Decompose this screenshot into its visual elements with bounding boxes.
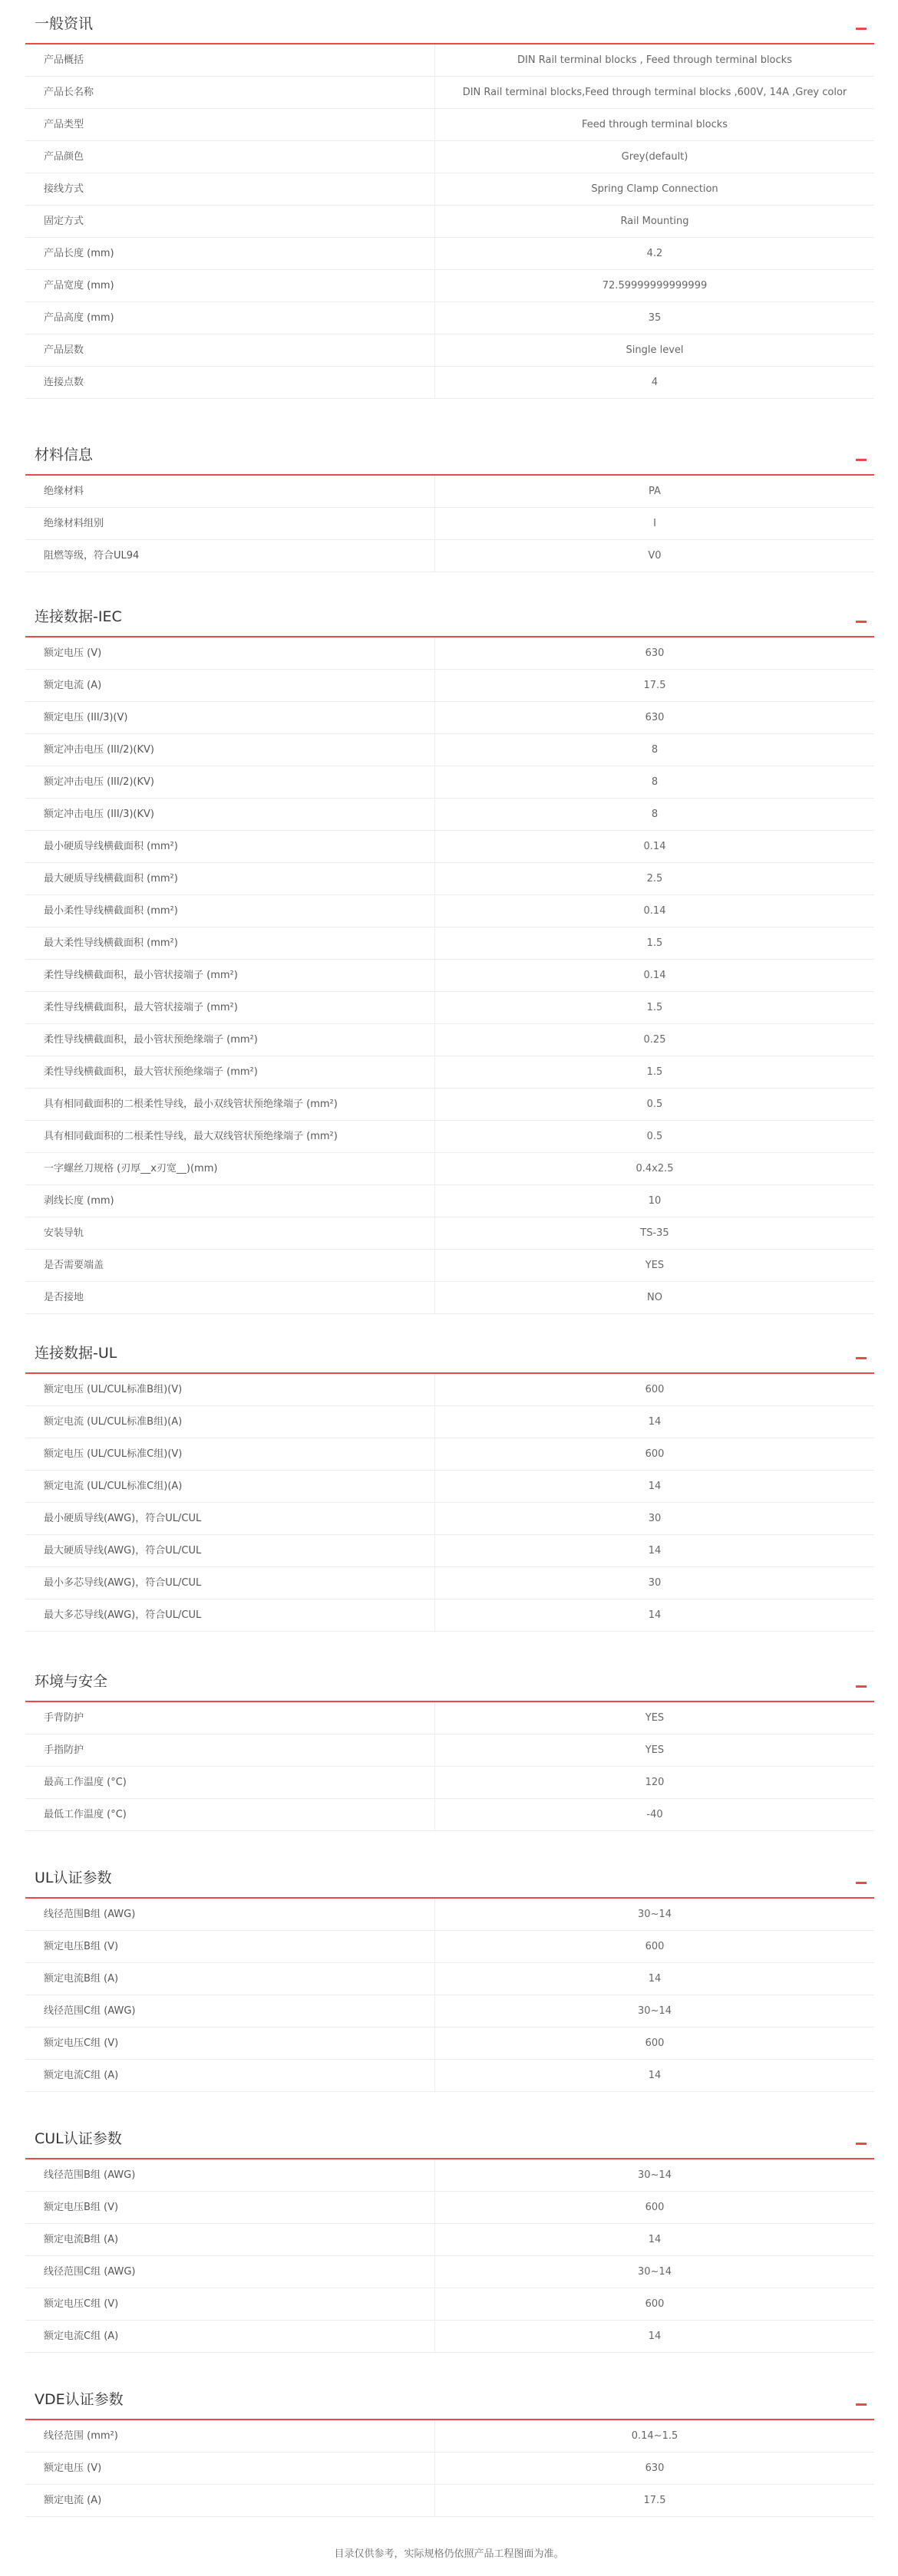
spec-row <box>25 702 874 734</box>
spec-row <box>25 1734 874 1767</box>
spec-value: 0.14 <box>643 905 666 917</box>
spec-row <box>25 334 874 367</box>
spec-row <box>25 1702 874 1734</box>
spec-value: Single level <box>626 344 684 356</box>
spec-row <box>25 270 874 302</box>
spec-value: 14 <box>648 2331 662 2342</box>
spec-row <box>25 831 874 863</box>
collapse-minus-icon[interactable] <box>856 1877 867 1888</box>
spec-row <box>25 960 874 992</box>
spec-row <box>25 476 874 508</box>
spec-value: 600 <box>645 2298 665 2310</box>
spec-value: 30~14 <box>638 1909 672 1920</box>
spec-value: 630 <box>645 2462 665 2474</box>
spec-value: 8 <box>651 809 659 820</box>
spec-value: 1.5 <box>646 1002 663 1013</box>
spec-value: 4 <box>651 377 659 388</box>
spec-value: 10 <box>648 1195 662 1207</box>
spec-label: 阻燃等级，符合UL94 <box>44 550 140 562</box>
spec-label: 最大多芯导线(AWG)，符合UL/CUL <box>44 1609 202 1621</box>
spec-value: YES <box>645 1744 665 1756</box>
spec-value: 30~14 <box>638 2169 672 2181</box>
section-title: 一般资讯 <box>35 15 94 32</box>
spec-label: 最小柔性导线横截面积 (mm²) <box>44 905 178 917</box>
spec-value: 0.14 <box>643 841 666 852</box>
collapse-minus-icon[interactable] <box>856 2399 867 2410</box>
spec-label: 额定电压 (UL/CUL标准C组)(V) <box>44 1448 183 1460</box>
spec-row <box>25 1153 874 1185</box>
spec-row <box>25 1599 874 1632</box>
spec-value: 120 <box>645 1777 665 1788</box>
spec-label: 额定电压 (UL/CUL标准B组)(V) <box>44 1384 183 1395</box>
spec-value: Spring Clamp Connection <box>591 183 718 195</box>
spec-label: 额定电流 (UL/CUL标准C组)(A) <box>44 1481 183 1492</box>
spec-label: 最小多芯导线(AWG)，符合UL/CUL <box>44 1577 202 1589</box>
spec-row <box>25 173 874 206</box>
collapse-minus-icon[interactable] <box>856 1352 867 1363</box>
spec-row <box>25 1250 874 1282</box>
spec-value: 0.25 <box>643 1034 666 1046</box>
spec-section <box>25 593 874 1314</box>
spec-label: 是否需要端盖 <box>44 1260 104 1271</box>
spec-label: 产品长名称 <box>44 87 94 98</box>
collapse-minus-icon[interactable] <box>856 454 867 465</box>
spec-row <box>25 1374 874 1406</box>
spec-row <box>25 367 874 399</box>
spec-row <box>25 206 874 238</box>
spec-value: V0 <box>648 550 662 562</box>
section-title: 材料信息 <box>35 446 94 463</box>
collapse-minus-icon[interactable] <box>856 616 867 627</box>
spec-value: PA <box>649 486 661 497</box>
spec-row <box>25 992 874 1024</box>
spec-row <box>25 2060 874 2092</box>
spec-row <box>25 1767 874 1799</box>
spec-label: 产品类型 <box>44 119 84 130</box>
spec-value: -40 <box>646 1809 663 1820</box>
spec-label: 连接点数 <box>44 377 84 388</box>
spec-value: 0.5 <box>646 1131 663 1142</box>
spec-label: 额定电压C组 (V) <box>44 2298 119 2310</box>
collapse-minus-icon[interactable] <box>856 2138 867 2149</box>
spec-label: 额定电流C组 (A) <box>44 2070 119 2081</box>
section-header[interactable] <box>25 2115 874 2159</box>
spec-row <box>25 2452 874 2485</box>
spec-value: 8 <box>651 776 659 788</box>
spec-label: 最高工作温度 (°C) <box>44 1777 127 1788</box>
spec-value: YES <box>645 1712 665 1724</box>
spec-row <box>25 44 874 77</box>
spec-row <box>25 1217 874 1250</box>
spec-label: 额定电流 (UL/CUL标准B组)(A) <box>44 1416 183 1428</box>
collapse-minus-icon[interactable] <box>856 1681 867 1692</box>
spec-label: 具有相同截面积的二根柔性导线，最小双线管状预绝缘端子 (mm²) <box>44 1099 338 1110</box>
spec-value: Rail Mounting <box>620 216 689 227</box>
spec-label: 产品概括 <box>44 54 84 66</box>
spec-value: Feed through terminal blocks <box>581 119 728 130</box>
spec-row <box>25 77 874 109</box>
spec-row <box>25 670 874 702</box>
spec-row <box>25 637 874 670</box>
spec-section <box>25 431 874 572</box>
spec-label: 产品长度 (mm) <box>44 248 114 259</box>
spec-value: 14 <box>648 2234 662 2245</box>
spec-row <box>25 1535 874 1567</box>
spec-value: 14 <box>648 2070 662 2081</box>
spec-value: NO <box>647 1292 662 1303</box>
spec-value: 600 <box>645 1448 665 1460</box>
spec-label: 产品宽度 (mm) <box>44 280 114 292</box>
spec-row <box>25 2485 874 2517</box>
spec-label: 手指防护 <box>44 1744 84 1756</box>
spec-label: 额定电压B组 (V) <box>44 1941 119 1952</box>
spec-row <box>25 2159 874 2192</box>
section-title: UL认证参数 <box>35 1869 112 1886</box>
spec-section <box>25 2115 874 2353</box>
spec-value: 30 <box>648 1577 662 1589</box>
spec-value: 600 <box>645 2202 665 2213</box>
spec-value: 4.2 <box>646 248 663 259</box>
spec-value: 0.5 <box>646 1099 663 1110</box>
spec-row <box>25 766 874 799</box>
spec-value: 1.5 <box>646 937 663 949</box>
collapse-minus-icon[interactable] <box>856 23 867 34</box>
spec-row <box>25 2028 874 2060</box>
spec-label: 额定电压 (III/3)(V) <box>44 712 128 723</box>
spec-row <box>25 1282 874 1314</box>
spec-row <box>25 927 874 960</box>
spec-row <box>25 1185 874 1217</box>
spec-label: 剥线长度 (mm) <box>44 1195 114 1207</box>
spec-label: 最大柔性导线横截面积 (mm²) <box>44 937 178 949</box>
spec-value: 35 <box>648 312 662 324</box>
section-title: 环境与安全 <box>35 1673 108 1690</box>
spec-label: 额定冲击电压 (III/2)(KV) <box>44 744 154 756</box>
spec-section <box>25 0 874 399</box>
spec-row <box>25 1931 874 1963</box>
spec-label: 线径范围C组 (AWG) <box>44 2266 136 2278</box>
spec-value: I <box>653 518 656 529</box>
spec-row <box>25 799 874 831</box>
spec-label: 绝缘材料组别 <box>44 518 104 529</box>
spec-row <box>25 540 874 572</box>
spec-row <box>25 2256 874 2288</box>
spec-label: 线径范围C组 (AWG) <box>44 2005 136 2017</box>
spec-value: 14 <box>648 1545 662 1556</box>
section-title: CUL认证参数 <box>35 2130 122 2147</box>
spec-row <box>25 109 874 141</box>
spec-label: 一字螺丝刀规格 (刃厚__x刃宽__)(mm) <box>44 1163 218 1174</box>
spec-label: 柔性导线横截面积，最小管状接端子 (mm²) <box>44 970 238 981</box>
spec-row <box>25 141 874 173</box>
spec-value: 630 <box>645 712 665 723</box>
spec-label: 最大硬质导线(AWG)，符合UL/CUL <box>44 1545 202 1556</box>
spec-label: 额定电压 (V) <box>44 2462 102 2474</box>
spec-section <box>25 1854 874 2092</box>
section-title: VDE认证参数 <box>35 2391 124 2408</box>
spec-value: 0.14 <box>643 970 666 981</box>
spec-row <box>25 1899 874 1931</box>
spec-value: 2.5 <box>646 873 663 884</box>
spec-value: DIN Rail terminal blocks , Feed through terminal blocks <box>517 54 792 66</box>
spec-label: 额定冲击电压 (III/2)(KV) <box>44 776 154 788</box>
spec-value: 1.5 <box>646 1066 663 1078</box>
spec-label: 最大硬质导线横截面积 (mm²) <box>44 873 178 884</box>
spec-row <box>25 1995 874 2028</box>
spec-row <box>25 1438 874 1471</box>
spec-label: 柔性导线横截面积，最大管状接端子 (mm²) <box>44 1002 238 1013</box>
spec-section <box>25 1329 874 1632</box>
spec-value: 17.5 <box>643 680 666 691</box>
section-header[interactable] <box>25 431 874 476</box>
spec-row <box>25 1799 874 1831</box>
spec-value: 600 <box>645 1384 665 1395</box>
spec-row <box>25 1471 874 1503</box>
spec-row <box>25 1056 874 1089</box>
spec-label: 接线方式 <box>44 183 84 195</box>
section-header[interactable] <box>25 0 874 44</box>
spec-value: 30 <box>648 1513 662 1524</box>
spec-label: 额定电压C组 (V) <box>44 2037 119 2049</box>
spec-label: 最小硬质导线横截面积 (mm²) <box>44 841 178 852</box>
section-title: 连接数据-UL <box>35 1345 117 1362</box>
spec-value: DIN Rail terminal blocks,Feed through terminal blocks ,600V, 14A ,Grey color <box>462 87 847 98</box>
spec-label: 额定电压B组 (V) <box>44 2202 119 2213</box>
spec-value: 600 <box>645 1941 665 1952</box>
spec-value: 17.5 <box>643 2495 666 2506</box>
spec-value: 14 <box>648 1481 662 1492</box>
spec-row <box>25 302 874 334</box>
spec-row <box>25 508 874 540</box>
spec-row <box>25 734 874 766</box>
spec-label: 柔性导线横截面积，最小管状预绝缘端子 (mm²) <box>44 1034 258 1046</box>
section-header[interactable] <box>25 1329 874 1374</box>
spec-row <box>25 238 874 270</box>
spec-label: 固定方式 <box>44 216 84 227</box>
spec-value: TS-35 <box>640 1227 669 1239</box>
spec-label: 额定电流C组 (A) <box>44 2331 119 2342</box>
section-header[interactable] <box>25 593 874 637</box>
spec-section <box>25 1658 874 1831</box>
spec-label: 额定电压 (V) <box>44 647 102 659</box>
spec-row <box>25 895 874 927</box>
spec-label: 具有相同截面积的二根柔性导线，最大双线管状预绝缘端子 (mm²) <box>44 1131 338 1142</box>
spec-value: 600 <box>645 2037 665 2049</box>
spec-label: 手背防护 <box>44 1712 84 1724</box>
spec-value: 8 <box>651 744 659 756</box>
spec-row <box>25 1567 874 1599</box>
spec-row <box>25 1406 874 1438</box>
spec-value: 72.59999999999999 <box>602 280 708 292</box>
section-header[interactable] <box>25 1658 874 1702</box>
spec-value: 0.4x2.5 <box>636 1163 674 1174</box>
spec-row <box>25 2224 874 2256</box>
spec-label: 最低工作温度 (°C) <box>44 1809 127 1820</box>
spec-label: 额定电流B组 (A) <box>44 2234 119 2245</box>
spec-label: 线径范围B组 (AWG) <box>44 1909 136 1920</box>
spec-row <box>25 1024 874 1056</box>
spec-label: 额定冲击电压 (III/3)(KV) <box>44 809 154 820</box>
spec-label: 产品高度 (mm) <box>44 312 114 324</box>
spec-row <box>25 2420 874 2452</box>
spec-row <box>25 1089 874 1121</box>
spec-label: 产品层数 <box>44 344 84 356</box>
spec-section <box>25 2376 874 2517</box>
spec-row <box>25 2321 874 2353</box>
spec-value: 30~14 <box>638 2005 672 2017</box>
spec-value: 14 <box>648 1973 662 1985</box>
spec-value: 14 <box>648 1416 662 1428</box>
spec-label: 线径范围B组 (AWG) <box>44 2169 136 2181</box>
spec-label: 产品颜色 <box>44 151 84 163</box>
section-header[interactable] <box>25 2376 874 2420</box>
spec-value: 14 <box>648 1609 662 1621</box>
section-title: 连接数据-IEC <box>35 608 122 625</box>
spec-label: 柔性导线横截面积，最大管状预绝缘端子 (mm²) <box>44 1066 258 1078</box>
spec-value: YES <box>645 1260 665 1271</box>
spec-label: 安装导轨 <box>44 1227 84 1239</box>
footer-note: 目录仅供参考，实际规格仍依照产品工程图面为准。 <box>334 2548 564 2560</box>
spec-value: Grey(default) <box>621 151 688 163</box>
spec-label: 额定电流B组 (A) <box>44 1973 119 1985</box>
spec-row <box>25 1963 874 1995</box>
spec-label: 额定电流 (A) <box>44 680 102 691</box>
spec-label: 是否接地 <box>44 1292 84 1303</box>
spec-value: 0.14~1.5 <box>631 2430 678 2442</box>
spec-value: 30~14 <box>638 2266 672 2278</box>
spec-row <box>25 2192 874 2224</box>
spec-label: 线径范围 (mm²) <box>44 2430 118 2442</box>
spec-row <box>25 1503 874 1535</box>
spec-row <box>25 863 874 895</box>
spec-row <box>25 1121 874 1153</box>
spec-value: 630 <box>645 647 665 659</box>
spec-label: 绝缘材料 <box>44 486 84 497</box>
spec-row <box>25 2288 874 2321</box>
spec-label: 最小硬质导线(AWG)，符合UL/CUL <box>44 1513 202 1524</box>
spec-label: 额定电流 (A) <box>44 2495 102 2506</box>
section-header[interactable] <box>25 1854 874 1899</box>
